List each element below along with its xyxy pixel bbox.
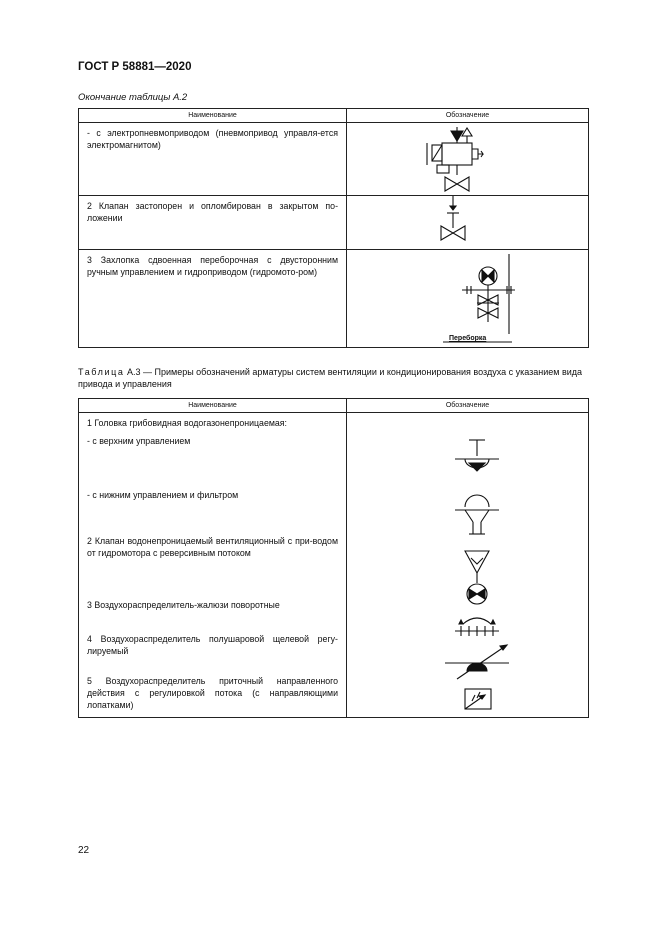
row-text: - с электропневмоприводом (пневмопривод управля-ется электромагнитом) bbox=[87, 128, 338, 150]
table-a3 bbox=[78, 398, 589, 718]
table-a3-symbols bbox=[347, 413, 589, 713]
row-text: - с верхним управлением bbox=[87, 436, 191, 446]
table-row bbox=[79, 123, 589, 196]
row-text: 1 Головка грибовидная водогазонепроницаемая: bbox=[87, 418, 287, 428]
table-a3-caption: Таблица А.3 — Примеры обозначений арматуры систем вентиляции и кондиционирования воздуха с указанием вида привода и управления bbox=[78, 367, 583, 389]
row-text: 4 Воздухораспределитель полушаровой щелевой регу-лируемый bbox=[87, 634, 338, 656]
row-text: 3 Воздухораспределитель-жалюзи поворотные bbox=[87, 600, 280, 610]
row-text: 5 Воздухораспределитель приточный направленного действия с регулировкой потока (с направляющими лопатками) bbox=[87, 676, 338, 710]
mushroom-head-top-icon bbox=[455, 440, 499, 471]
rotary-louvre-icon bbox=[455, 618, 499, 636]
table-row bbox=[79, 196, 589, 250]
row-text: - с нижним управлением и фильтром bbox=[87, 490, 239, 500]
table-a2 bbox=[78, 108, 589, 348]
column-header-symbol: Обозначение bbox=[347, 109, 589, 123]
column-header-name: Наименование bbox=[79, 109, 347, 123]
directional-supply-diffuser-icon bbox=[465, 689, 491, 709]
hydromotor-vent-valve-icon bbox=[465, 551, 489, 604]
row-text: 3 Захлопка сдвоенная переборочная с двусторонним ручным управлением и гидроприводом (гидромото-ром) bbox=[87, 255, 338, 277]
bulkhead-label: Переборка bbox=[449, 335, 487, 342]
document-code: ГОСТ Р 58881—2020 bbox=[78, 61, 192, 73]
mushroom-head-filter-icon bbox=[455, 495, 499, 534]
column-header-name: Наименование bbox=[79, 399, 347, 413]
column-header-symbol: Обозначение bbox=[347, 399, 589, 413]
electropneumatic-valve-icon bbox=[347, 123, 589, 196]
row-text: 2 Клапан застопорен и опломбирован в закрытом по-ложении bbox=[87, 201, 338, 223]
double-bulkhead-flap-icon bbox=[347, 250, 589, 348]
page-number: 22 bbox=[78, 845, 90, 856]
table-row bbox=[79, 250, 589, 348]
hemispherical-diffuser-icon bbox=[445, 645, 509, 679]
row-text: 2 Клапан водонепроницаемый вентиляционный с при-водом от гидромотора с реверсивным потоком bbox=[87, 536, 338, 558]
sealed-closed-valve-icon bbox=[347, 196, 589, 250]
table-a2-caption: Окончание таблицы А.2 bbox=[78, 92, 188, 103]
